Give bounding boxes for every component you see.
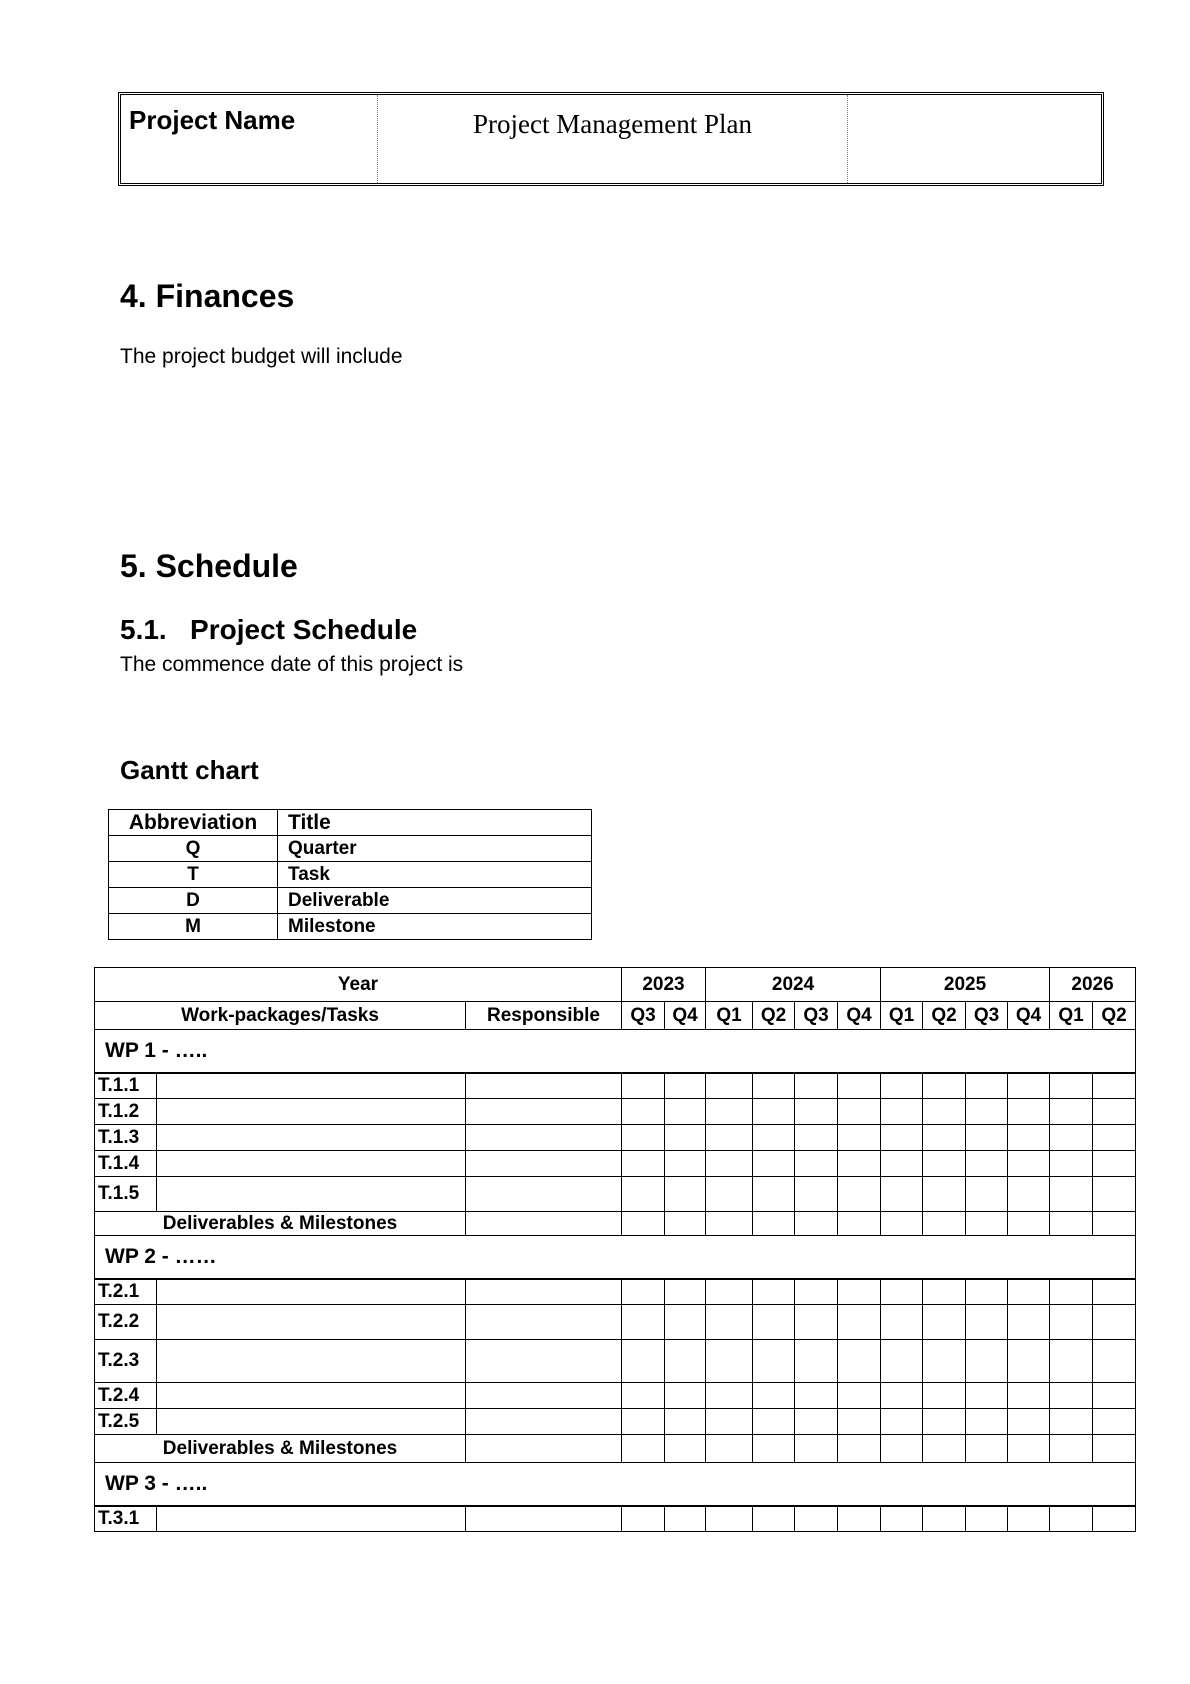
schedule-cell bbox=[665, 1435, 706, 1463]
schedule-cell bbox=[622, 1506, 665, 1532]
schedule-cell bbox=[706, 1177, 753, 1212]
schedule-cell bbox=[665, 1506, 706, 1532]
schedule-cell bbox=[665, 1409, 706, 1435]
quarter-header: Q1 bbox=[1050, 1002, 1093, 1030]
schedule-cell bbox=[966, 1279, 1008, 1305]
quarter-header: Q3 bbox=[966, 1002, 1008, 1030]
work-package-title: WP 3 - ….. bbox=[95, 1463, 1136, 1506]
schedule-cell bbox=[1050, 1279, 1093, 1305]
task-description-cell bbox=[157, 1151, 466, 1177]
schedule-cell bbox=[795, 1279, 838, 1305]
schedule-cell bbox=[1050, 1177, 1093, 1212]
task-code: T.2.1 bbox=[95, 1279, 157, 1305]
schedule-cell bbox=[753, 1125, 795, 1151]
document-title: Project Management Plan bbox=[473, 109, 752, 139]
schedule-cell bbox=[838, 1073, 881, 1099]
schedule-cell bbox=[622, 1435, 665, 1463]
task-description-cell bbox=[157, 1099, 466, 1125]
schedule-cell bbox=[1093, 1099, 1136, 1125]
schedule-cell bbox=[795, 1383, 838, 1409]
quarter-header: Q2 bbox=[753, 1002, 795, 1030]
schedule-cell bbox=[706, 1073, 753, 1099]
schedule-cell bbox=[753, 1435, 795, 1463]
gantt-table bbox=[94, 967, 1136, 1532]
schedule-cell bbox=[1050, 1506, 1093, 1532]
schedule-cell bbox=[1008, 1099, 1050, 1125]
schedule-cell bbox=[1093, 1383, 1136, 1409]
header-title-cell bbox=[378, 95, 848, 183]
schedule-cell bbox=[966, 1073, 1008, 1099]
schedule-cell bbox=[706, 1506, 753, 1532]
abbreviation-cell: T bbox=[109, 862, 278, 888]
schedule-cell bbox=[622, 1305, 665, 1340]
abbreviation-col-header: Abbreviation bbox=[109, 810, 278, 836]
task-code: T.3.1 bbox=[95, 1506, 157, 1532]
schedule-cell bbox=[923, 1409, 966, 1435]
schedule-cell bbox=[838, 1506, 881, 1532]
quarter-header: Q3 bbox=[795, 1002, 838, 1030]
deliverables-row bbox=[95, 1212, 1136, 1236]
schedule-cell bbox=[838, 1435, 881, 1463]
task-responsible-cell bbox=[466, 1073, 622, 1099]
deliverables-responsible-cell bbox=[466, 1212, 622, 1236]
schedule-cell bbox=[966, 1435, 1008, 1463]
deliverables-label: Deliverables & Milestones bbox=[95, 1212, 466, 1236]
task-code: T.2.2 bbox=[95, 1305, 157, 1340]
task-description-cell bbox=[157, 1383, 466, 1409]
schedule-cell bbox=[665, 1151, 706, 1177]
schedule-cell bbox=[881, 1151, 923, 1177]
task-row bbox=[95, 1177, 1136, 1212]
abbreviation-cell: D bbox=[109, 888, 278, 914]
task-row bbox=[95, 1340, 1136, 1383]
task-code: T.1.4 bbox=[95, 1151, 157, 1177]
deliverables-responsible-cell bbox=[466, 1435, 622, 1463]
schedule-cell bbox=[665, 1279, 706, 1305]
schedule-cell bbox=[966, 1305, 1008, 1340]
schedule-cell bbox=[665, 1177, 706, 1212]
schedule-cell bbox=[795, 1099, 838, 1125]
schedule-cell bbox=[881, 1125, 923, 1151]
schedule-cell bbox=[966, 1212, 1008, 1236]
schedule-text: The commence date of this project is bbox=[120, 653, 464, 676]
schedule-cell bbox=[706, 1409, 753, 1435]
schedule-cell bbox=[1050, 1383, 1093, 1409]
quarter-header: Q4 bbox=[665, 1002, 706, 1030]
year-label: Year bbox=[95, 968, 622, 1002]
schedule-cell bbox=[923, 1279, 966, 1305]
task-code: T.1.1 bbox=[95, 1073, 157, 1099]
schedule-cell bbox=[1093, 1435, 1136, 1463]
schedule-cell bbox=[1093, 1125, 1136, 1151]
schedule-cell bbox=[753, 1177, 795, 1212]
schedule-cell bbox=[1050, 1435, 1093, 1463]
schedule-cell bbox=[795, 1125, 838, 1151]
finances-text: The project budget will include bbox=[120, 345, 403, 368]
schedule-cell bbox=[881, 1177, 923, 1212]
schedule-cell bbox=[881, 1409, 923, 1435]
schedule-cell bbox=[795, 1177, 838, 1212]
schedule-cell bbox=[706, 1212, 753, 1236]
task-code: T.2.3 bbox=[95, 1340, 157, 1383]
quarter-header: Q4 bbox=[1008, 1002, 1050, 1030]
year-2024: 2024 bbox=[706, 968, 881, 1002]
task-responsible-cell bbox=[466, 1409, 622, 1435]
schedule-cell bbox=[923, 1073, 966, 1099]
schedule-cell bbox=[622, 1177, 665, 1212]
schedule-cell bbox=[622, 1099, 665, 1125]
task-responsible-cell bbox=[466, 1383, 622, 1409]
schedule-cell bbox=[1093, 1409, 1136, 1435]
task-description-cell bbox=[157, 1279, 466, 1305]
responsible-col-header: Responsible bbox=[466, 1002, 622, 1030]
schedule-cell bbox=[923, 1383, 966, 1409]
abbreviation-title-cell: Quarter bbox=[278, 836, 592, 862]
schedule-cell bbox=[923, 1099, 966, 1125]
schedule-cell bbox=[665, 1125, 706, 1151]
abbreviation-header-row bbox=[109, 810, 592, 836]
schedule-cell bbox=[1008, 1073, 1050, 1099]
schedule-cell bbox=[706, 1151, 753, 1177]
task-row bbox=[95, 1099, 1136, 1125]
schedule-cell bbox=[706, 1383, 753, 1409]
schedule-cell bbox=[622, 1279, 665, 1305]
schedule-cell bbox=[966, 1125, 1008, 1151]
task-description-cell bbox=[157, 1340, 466, 1383]
schedule-cell bbox=[1093, 1212, 1136, 1236]
schedule-cell bbox=[923, 1305, 966, 1340]
task-row bbox=[95, 1073, 1136, 1099]
schedule-cell bbox=[1008, 1435, 1050, 1463]
schedule-cell bbox=[1008, 1151, 1050, 1177]
schedule-cell bbox=[923, 1151, 966, 1177]
schedule-cell bbox=[838, 1099, 881, 1125]
task-description-cell bbox=[157, 1125, 466, 1151]
task-row bbox=[95, 1409, 1136, 1435]
task-description-cell bbox=[157, 1305, 466, 1340]
schedule-cell bbox=[1050, 1099, 1093, 1125]
schedule-cell bbox=[966, 1340, 1008, 1383]
schedule-cell bbox=[1093, 1279, 1136, 1305]
schedule-cell bbox=[706, 1125, 753, 1151]
tasks-col-header: Work-packages/Tasks bbox=[95, 1002, 466, 1030]
schedule-cell bbox=[753, 1151, 795, 1177]
schedule-cell bbox=[622, 1125, 665, 1151]
schedule-cell bbox=[706, 1435, 753, 1463]
year-2023: 2023 bbox=[622, 968, 706, 1002]
schedule-cell bbox=[622, 1212, 665, 1236]
work-package-row bbox=[95, 1030, 1136, 1073]
schedule-cell bbox=[838, 1177, 881, 1212]
task-code: T.2.5 bbox=[95, 1409, 157, 1435]
schedule-cell bbox=[923, 1212, 966, 1236]
schedule-cell bbox=[622, 1409, 665, 1435]
schedule-cell bbox=[1093, 1177, 1136, 1212]
schedule-cell bbox=[838, 1212, 881, 1236]
header-name-cell bbox=[121, 95, 378, 183]
schedule-cell bbox=[1008, 1409, 1050, 1435]
work-package-row bbox=[95, 1236, 1136, 1279]
schedule-cell bbox=[966, 1383, 1008, 1409]
gantt-heading: Gantt chart bbox=[120, 755, 259, 785]
schedule-cell bbox=[881, 1305, 923, 1340]
schedule-cell bbox=[795, 1435, 838, 1463]
abbreviation-row bbox=[109, 888, 592, 914]
schedule-cell bbox=[1093, 1151, 1136, 1177]
schedule-cell bbox=[665, 1212, 706, 1236]
schedule-cell bbox=[838, 1279, 881, 1305]
schedule-cell bbox=[881, 1212, 923, 1236]
abbreviation-row bbox=[109, 836, 592, 862]
task-row bbox=[95, 1125, 1136, 1151]
schedule-cell bbox=[1008, 1279, 1050, 1305]
deliverables-label: Deliverables & Milestones bbox=[95, 1435, 466, 1463]
schedule-cell bbox=[706, 1340, 753, 1383]
abbreviation-row bbox=[109, 862, 592, 888]
quarter-row bbox=[95, 1002, 1136, 1030]
schedule-cell bbox=[1008, 1305, 1050, 1340]
schedule-cell bbox=[622, 1151, 665, 1177]
task-responsible-cell bbox=[466, 1177, 622, 1212]
finances-heading: 4. Finances bbox=[120, 278, 295, 314]
schedule-heading: 5. Schedule bbox=[120, 548, 298, 584]
year-row bbox=[95, 968, 1136, 1002]
schedule-cell bbox=[923, 1177, 966, 1212]
schedule-cell bbox=[1050, 1305, 1093, 1340]
task-description-cell bbox=[157, 1409, 466, 1435]
task-description-cell bbox=[157, 1177, 466, 1212]
schedule-cell bbox=[1050, 1409, 1093, 1435]
schedule-cell bbox=[795, 1506, 838, 1532]
schedule-cell bbox=[923, 1506, 966, 1532]
schedule-cell bbox=[1050, 1212, 1093, 1236]
year-2025: 2025 bbox=[881, 968, 1050, 1002]
schedule-cell bbox=[753, 1099, 795, 1125]
schedule-cell bbox=[622, 1383, 665, 1409]
schedule-cell bbox=[1008, 1383, 1050, 1409]
schedule-cell bbox=[665, 1099, 706, 1125]
quarter-header: Q1 bbox=[881, 1002, 923, 1030]
schedule-cell bbox=[838, 1340, 881, 1383]
work-package-title: WP 1 - ….. bbox=[95, 1030, 1136, 1073]
project-name-label: Project Name bbox=[129, 105, 296, 135]
schedule-cell bbox=[881, 1073, 923, 1099]
schedule-cell bbox=[881, 1279, 923, 1305]
schedule-cell bbox=[665, 1383, 706, 1409]
schedule-cell bbox=[665, 1340, 706, 1383]
project-schedule-heading: 5.1. Project Schedule bbox=[120, 614, 418, 645]
task-row bbox=[95, 1151, 1136, 1177]
schedule-cell bbox=[753, 1409, 795, 1435]
work-package-row bbox=[95, 1463, 1136, 1506]
quarter-header: Q2 bbox=[1093, 1002, 1136, 1030]
schedule-cell bbox=[1050, 1340, 1093, 1383]
task-responsible-cell bbox=[466, 1305, 622, 1340]
schedule-cell bbox=[838, 1125, 881, 1151]
schedule-cell bbox=[881, 1099, 923, 1125]
header-box bbox=[118, 92, 1104, 186]
schedule-cell bbox=[838, 1409, 881, 1435]
schedule-cell bbox=[1093, 1073, 1136, 1099]
schedule-cell bbox=[1050, 1151, 1093, 1177]
schedule-cell bbox=[753, 1305, 795, 1340]
schedule-cell bbox=[1093, 1340, 1136, 1383]
schedule-cell bbox=[1008, 1177, 1050, 1212]
schedule-cell bbox=[881, 1340, 923, 1383]
work-package-title: WP 2 - …… bbox=[95, 1236, 1136, 1279]
schedule-cell bbox=[753, 1212, 795, 1236]
title-col-header: Title bbox=[278, 810, 592, 836]
schedule-cell bbox=[753, 1340, 795, 1383]
schedule-cell bbox=[881, 1506, 923, 1532]
task-responsible-cell bbox=[466, 1340, 622, 1383]
schedule-cell bbox=[795, 1212, 838, 1236]
abbreviation-title-cell: Milestone bbox=[278, 914, 592, 940]
abbreviation-row bbox=[109, 914, 592, 940]
schedule-cell bbox=[881, 1383, 923, 1409]
schedule-cell bbox=[881, 1435, 923, 1463]
schedule-cell bbox=[1008, 1125, 1050, 1151]
year-2026: 2026 bbox=[1050, 968, 1136, 1002]
schedule-cell bbox=[966, 1151, 1008, 1177]
abbreviation-cell: M bbox=[109, 914, 278, 940]
task-row bbox=[95, 1383, 1136, 1409]
schedule-cell bbox=[966, 1506, 1008, 1532]
schedule-cell bbox=[838, 1383, 881, 1409]
task-responsible-cell bbox=[466, 1279, 622, 1305]
schedule-cell bbox=[753, 1279, 795, 1305]
task-code: T.1.2 bbox=[95, 1099, 157, 1125]
schedule-cell bbox=[1008, 1506, 1050, 1532]
schedule-cell bbox=[665, 1073, 706, 1099]
task-code: T.1.3 bbox=[95, 1125, 157, 1151]
task-row bbox=[95, 1279, 1136, 1305]
schedule-cell bbox=[753, 1073, 795, 1099]
task-description-cell bbox=[157, 1506, 466, 1532]
quarter-header: Q1 bbox=[706, 1002, 753, 1030]
schedule-cell bbox=[923, 1125, 966, 1151]
schedule-cell bbox=[622, 1340, 665, 1383]
schedule-cell bbox=[923, 1435, 966, 1463]
task-responsible-cell bbox=[466, 1151, 622, 1177]
quarter-header: Q2 bbox=[923, 1002, 966, 1030]
schedule-cell bbox=[1050, 1073, 1093, 1099]
quarter-header: Q4 bbox=[838, 1002, 881, 1030]
task-responsible-cell bbox=[466, 1125, 622, 1151]
abbreviation-cell: Q bbox=[109, 836, 278, 862]
schedule-cell bbox=[706, 1099, 753, 1125]
task-row bbox=[95, 1305, 1136, 1340]
schedule-cell bbox=[1093, 1305, 1136, 1340]
abbreviation-table bbox=[108, 809, 592, 940]
schedule-cell bbox=[753, 1383, 795, 1409]
schedule-cell bbox=[966, 1409, 1008, 1435]
schedule-cell bbox=[838, 1305, 881, 1340]
task-code: T.1.5 bbox=[95, 1177, 157, 1212]
schedule-cell bbox=[706, 1279, 753, 1305]
task-responsible-cell bbox=[466, 1099, 622, 1125]
schedule-cell bbox=[665, 1305, 706, 1340]
task-responsible-cell bbox=[466, 1506, 622, 1532]
abbreviation-title-cell: Task bbox=[278, 862, 592, 888]
schedule-cell bbox=[966, 1177, 1008, 1212]
task-code: T.2.4 bbox=[95, 1383, 157, 1409]
schedule-cell bbox=[622, 1073, 665, 1099]
abbreviation-title-cell: Deliverable bbox=[278, 888, 592, 914]
schedule-cell bbox=[753, 1506, 795, 1532]
schedule-cell bbox=[1050, 1125, 1093, 1151]
schedule-cell bbox=[1008, 1340, 1050, 1383]
schedule-cell bbox=[795, 1073, 838, 1099]
task-row bbox=[95, 1506, 1136, 1532]
schedule-cell bbox=[706, 1305, 753, 1340]
schedule-cell bbox=[795, 1151, 838, 1177]
schedule-cell bbox=[966, 1099, 1008, 1125]
schedule-cell bbox=[1093, 1506, 1136, 1532]
deliverables-row bbox=[95, 1435, 1136, 1463]
schedule-cell bbox=[795, 1409, 838, 1435]
schedule-cell bbox=[923, 1340, 966, 1383]
schedule-cell bbox=[1008, 1212, 1050, 1236]
task-description-cell bbox=[157, 1073, 466, 1099]
schedule-cell bbox=[795, 1305, 838, 1340]
schedule-cell bbox=[795, 1340, 838, 1383]
schedule-cell bbox=[838, 1151, 881, 1177]
quarter-header: Q3 bbox=[622, 1002, 665, 1030]
